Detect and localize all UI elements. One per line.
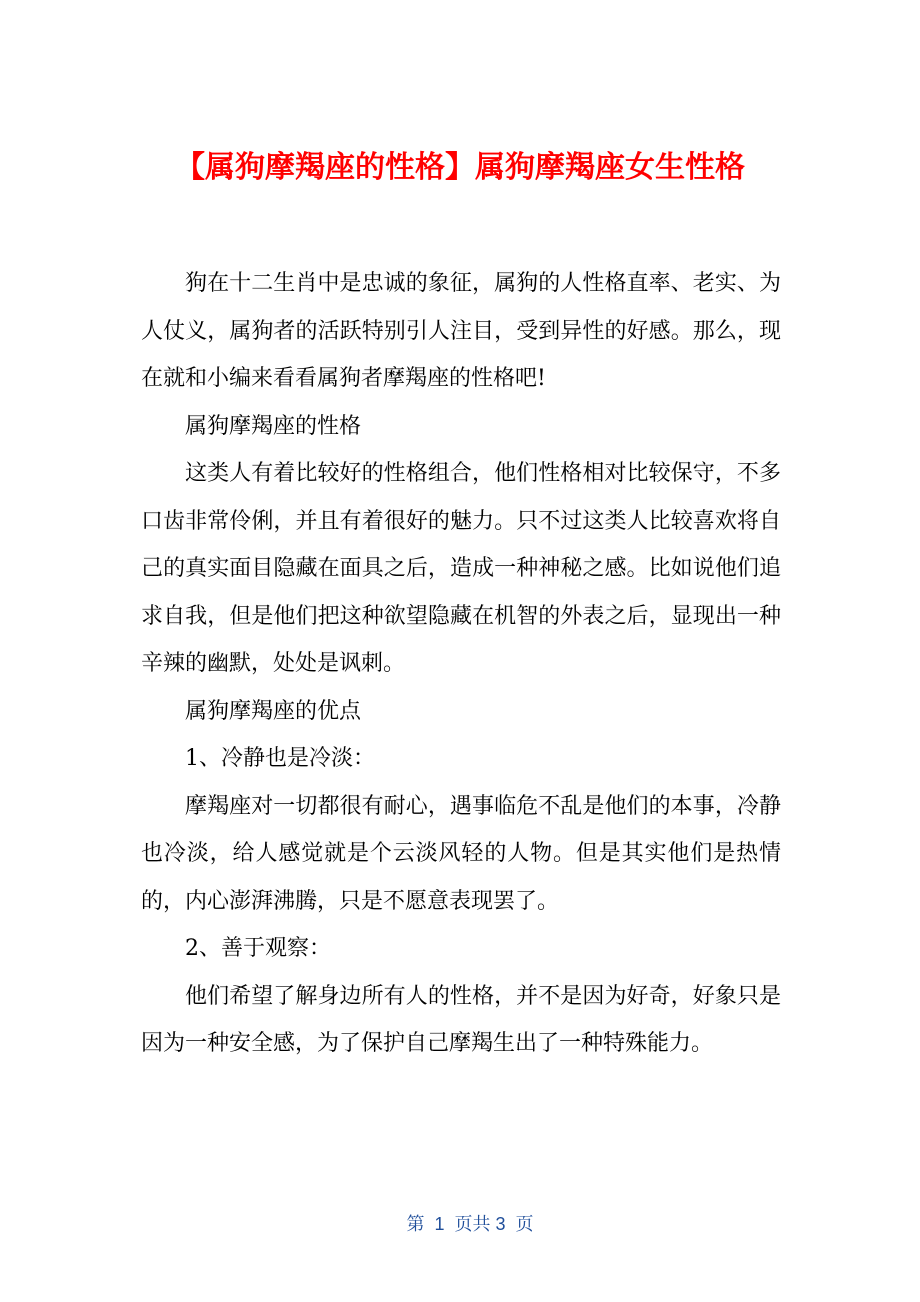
paragraph-intro: 狗在十二生肖中是忠诚的象征，属狗的人性格直率、老实、为人仗义，属狗者的活跃特别引人注目，受到异性的好感。那么，现在就和小编来看看属狗者摩羯座的性格吧!	[141, 271, 781, 391]
paragraph-personality: 这类人有着比较好的性格组合，他们性格相对比较保守，不多口齿非常伶俐，并且有着很好的魅力。只不过这类人比较喜欢将自己的真实面目隐藏在面具之后，造成一种神秘之感。比如说他们追求自我，但是他们把这种欲望隐藏在机智的外表之后，显现出一种辛辣的幽默，处处是讽刺。	[141, 461, 781, 676]
paragraph-strength-1: 摩羯座对一切都很有耐心，遇事临危不乱是他们的本事，冷静也冷淡，给人感觉就是个云淡风轻的人物。但是其实他们是热情的，内心澎湃沸腾，只是不愿意表现罢了。	[141, 793, 781, 914]
page-number-label: 第 1 页共 3 页	[406, 1214, 534, 1234]
page-footer	[0, 1182, 920, 1266]
list-item-heading-2: 2、善于观察：	[185, 936, 331, 961]
paragraph-strength-2: 他们希望了解身边所有人的性格，并不是因为好奇，好象只是因为一种安全感，为了保护自己摩羯生出了一种特殊能力。	[141, 983, 781, 1056]
section-heading-personality: 属狗摩羯座的性格	[185, 413, 362, 439]
document-body	[141, 260, 781, 1068]
list-item-heading-1: 1、冷静也是冷淡：	[185, 746, 375, 771]
section-heading-strengths: 属狗摩羯座的优点	[185, 698, 362, 724]
document-title: 【属狗摩羯座的性格】属狗摩羯座女生性格	[175, 150, 745, 185]
